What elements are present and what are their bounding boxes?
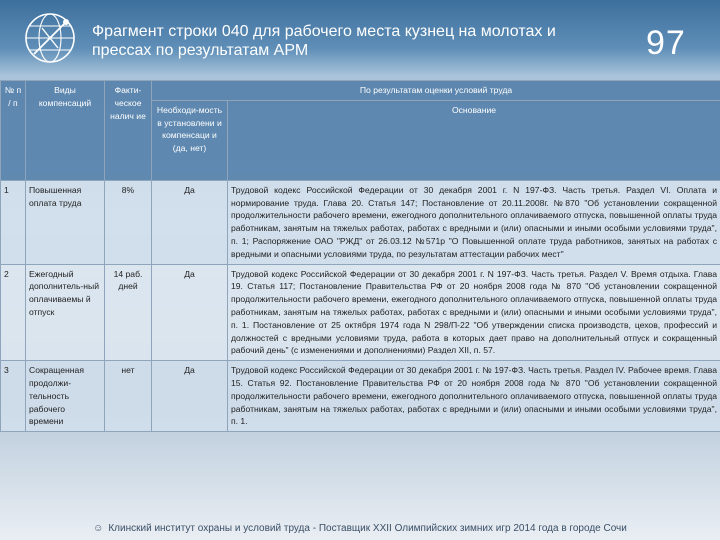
row-need: Да [152,361,228,432]
row-num: 1 [1,180,26,264]
globe-snowflake-icon [22,10,78,66]
row-basis: Трудовой кодекс Российской Федерации от 30 декабря 2001 г. N 197-ФЗ. Часть третья. Раздел V. Время отдыха. Глава 19. Статья 117; Постановление Правительства РФ от 20 ноября 2008 года № 870 "Об установлении сокращенной продолжительности рабочего времени, ежегодного дополнительного оплачиваемого отпуска, повышенной оплаты труда работникам, занятым на тяжелых работах, работах с вредными и (или) опасными и иными особыми условиями труда", п. 1. Постановление от 25 октября 1974 года N 298/П-22 "Об утверждении списка производств, цехов, профессий и должностей с вредными условиями труда, работа в которых дает право на дополнительный отпуск и сокращенный рабочий день" (с изменениями и дополнениями) Раздел XII, п. 57. [228,264,720,361]
header-need: Необходи-мость в установлени и компенсаци и (да, нет) [152,100,228,180]
table-row [1,264,720,361]
slide-header [0,0,720,80]
row-kind: Ежегодный дополнитель-ный оплачиваемы й отпуск [26,264,105,361]
header-kind: Виды компенсаций [26,81,105,181]
header-num: № п / п [1,81,26,181]
compensation-table [0,80,720,432]
row-kind: Повышенная оплата труда [26,180,105,264]
header-basis: Основание [228,100,720,180]
row-need: Да [152,180,228,264]
row-fact: нет [105,361,152,432]
row-basis: Трудовой кодекс Российской Федерации от 30 декабря 2001 г. № 197-ФЗ. Часть третья. Раздел IV. Рабочее время. Глава 15. Статья 92. Постановление Правительства РФ от 20 ноября 2008 года № 870 "Об установлении сокращенной продолжительности рабочего времени, ежегодного дополнительного оплачиваемого отпуска, повышенной оплаты труда работникам, занятым на тяжелых работах, работах с вредными и (или) опасными и иными особыми условиями труда", п. 1. [228,361,720,432]
row-basis: Трудовой кодекс Российской Федерации от 30 декабря 2001 г. N 197-ФЗ. Часть третья. Раздел VI. Оплата и нормирование труда. Глава 20. Статья 147; Постановление от 20.11.2008г. №870 "Об установлении сокращенной продолжительности рабочего времени, ежегодного дополнительного оплачиваемого отпуска, повышенной оплаты труда работникам, занятым на тяжелых работах, работах с вредными и (или) опасными и иными особыми условиями труда", п. 1; Распоряжение ОАО "РЖД" от 26.03.12 №571р "О Повышенной оплате труда работников, занятых на работах с вредными и опасными условиями труда, по результатам аттестации рабочих мест" [228,180,720,264]
page-number: 97 [646,24,686,62]
table-row [1,180,720,264]
row-num: 2 [1,264,26,361]
table-row [1,361,720,432]
slide-footer [0,520,720,540]
page-title: Фрагмент строки 040 для рабочего места кузнец на молотах и прессах по результатам АРМ [92,23,556,59]
row-fact: 14 раб. дней [105,264,152,361]
row-num: 3 [1,361,26,432]
header-fact: Факти-ческое налич ие [105,81,152,181]
row-fact: 8% [105,180,152,264]
smile-icon: ☺ [93,523,104,534]
footer-text: Клинский институт охраны и условий труда - Поставщик XXII Олимпийских зимних игр 2014 года в городе Сочи [108,523,627,534]
header-group: По результатам оценки условий труда [152,81,720,101]
row-need: Да [152,264,228,361]
row-kind: Сокращенная продолжи-тельность рабочего времени [26,361,105,432]
